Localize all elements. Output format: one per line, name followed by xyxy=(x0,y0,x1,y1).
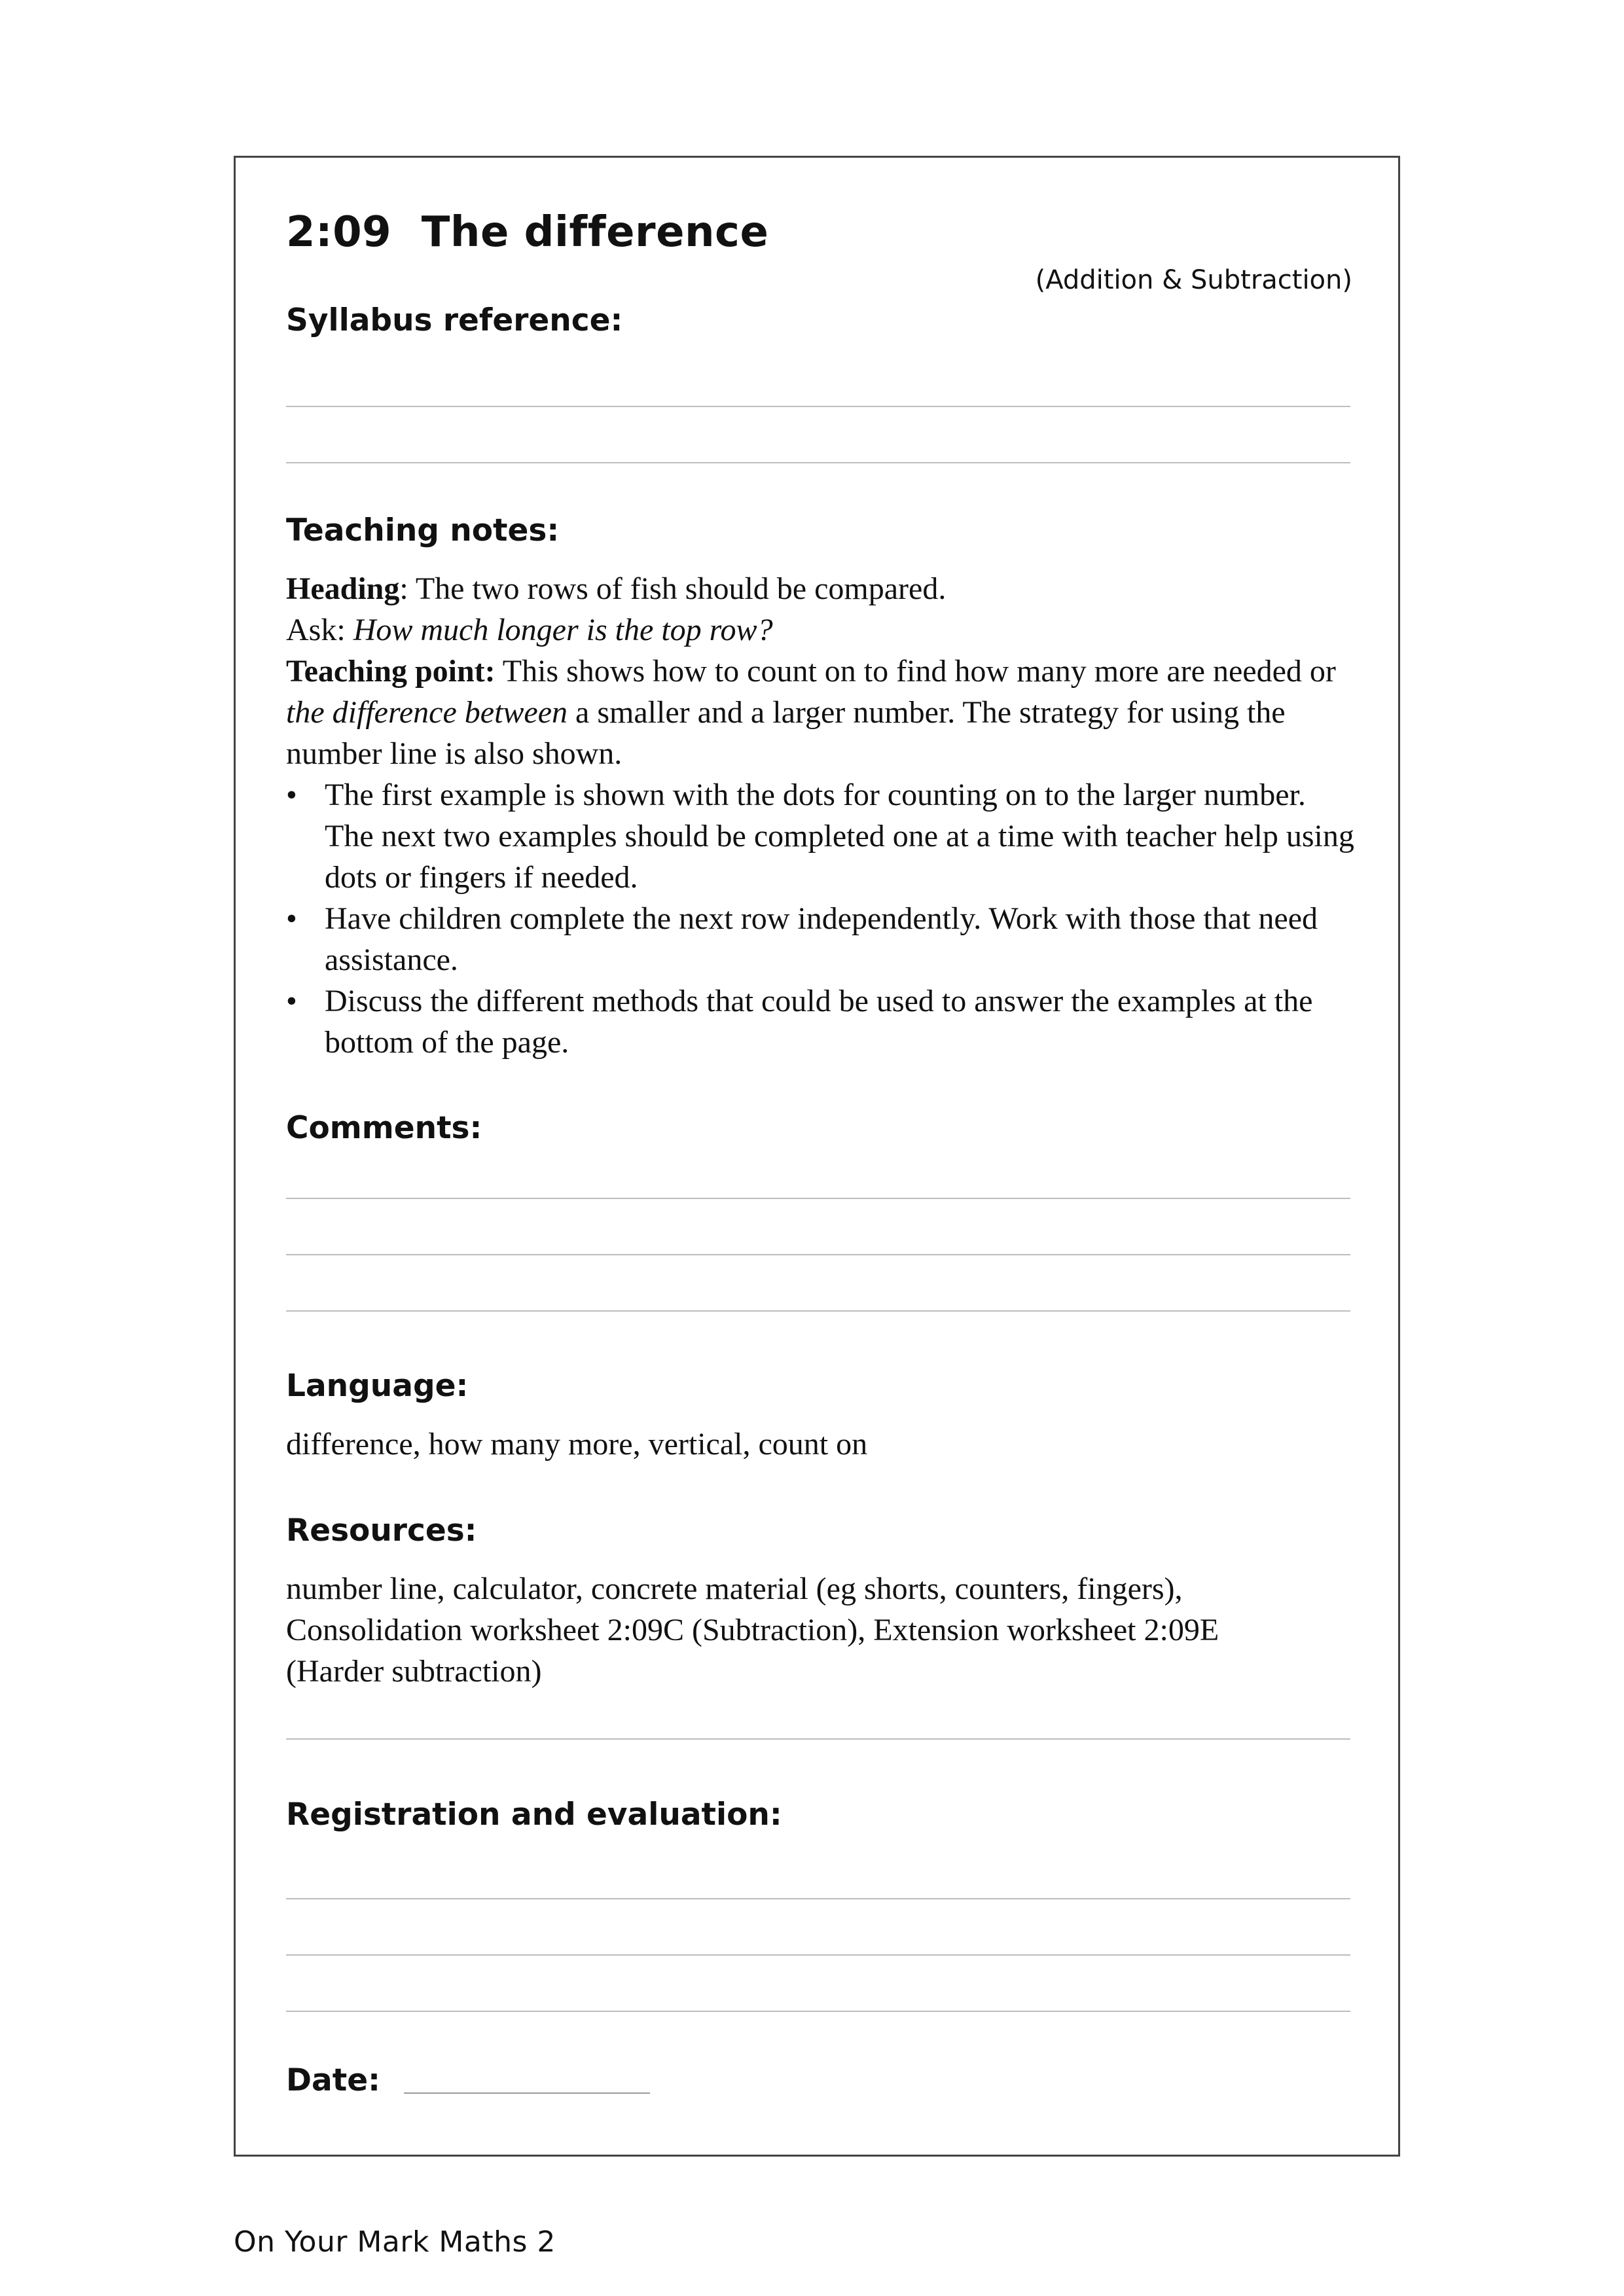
lesson-number: 2:09 xyxy=(286,208,392,257)
date-field-line[interactable] xyxy=(404,2092,650,2094)
page-title xyxy=(286,208,768,257)
heading-note: Heading: The two rows of fish should be compared. xyxy=(286,571,947,606)
ask-note: Ask: How much longer is the top row? xyxy=(286,613,773,647)
teaching-point: Teaching point: This shows how to count on to find how many more are needed or the difference between a smaller and a larger number. The strategy for using the number line is also shown. xyxy=(286,654,1336,771)
resources-heading: Resources: xyxy=(286,1513,477,1549)
list-item: • The first example is shown with the dots for counting on to the larger number. The next two examples should be completed one at a time with teacher help using dots or fingers if needed. xyxy=(286,774,1360,898)
date-label: Date: xyxy=(286,2062,380,2098)
bullet-icon: • xyxy=(286,984,297,1018)
registration-line-3[interactable] xyxy=(286,2011,1350,2012)
bullet-icon: • xyxy=(286,901,297,936)
bullet-icon: • xyxy=(286,778,297,812)
list-item: • Discuss the different methods that could be used to answer the examples at the bottom of the page. xyxy=(286,980,1360,1063)
comments-line-1[interactable] xyxy=(286,1198,1350,1199)
syllabus-heading: Syllabus reference: xyxy=(286,302,623,338)
comments-heading: Comments: xyxy=(286,1110,482,1146)
teaching-notes-heading: Teaching notes: xyxy=(286,512,560,548)
syllabus-line-2[interactable] xyxy=(286,462,1350,463)
resources-line[interactable] xyxy=(286,1738,1350,1740)
resources-text: number line, calculator, concrete material (eg shorts, counters, fingers), Consolidation worksheet 2:09C (Subtraction), Extension worksheet 2:09E (Harder subtraction) xyxy=(286,1571,1219,1689)
lesson-title: The difference xyxy=(421,208,769,257)
list-item: • Have children complete the next row independently. Work with those that need assistance. xyxy=(286,898,1360,980)
footer-title: On Your Mark Maths 2 xyxy=(234,2225,556,2259)
teaching-notes-body xyxy=(286,568,1360,1063)
language-text: difference, how many more, vertical, count on xyxy=(286,1427,868,1462)
comments-line-3[interactable] xyxy=(286,1310,1350,1312)
teaching-bullets xyxy=(286,774,1360,1063)
registration-line-1[interactable] xyxy=(286,1898,1350,1899)
registration-line-2[interactable] xyxy=(286,1954,1350,1956)
registration-heading: Registration and evaluation: xyxy=(286,1797,782,1833)
page-frame xyxy=(234,156,1400,2157)
language-heading: Language: xyxy=(286,1368,469,1404)
comments-line-2[interactable] xyxy=(286,1254,1350,1255)
syllabus-line-1[interactable] xyxy=(286,406,1350,407)
strand-label: (Addition & Subtraction) xyxy=(1035,265,1352,295)
